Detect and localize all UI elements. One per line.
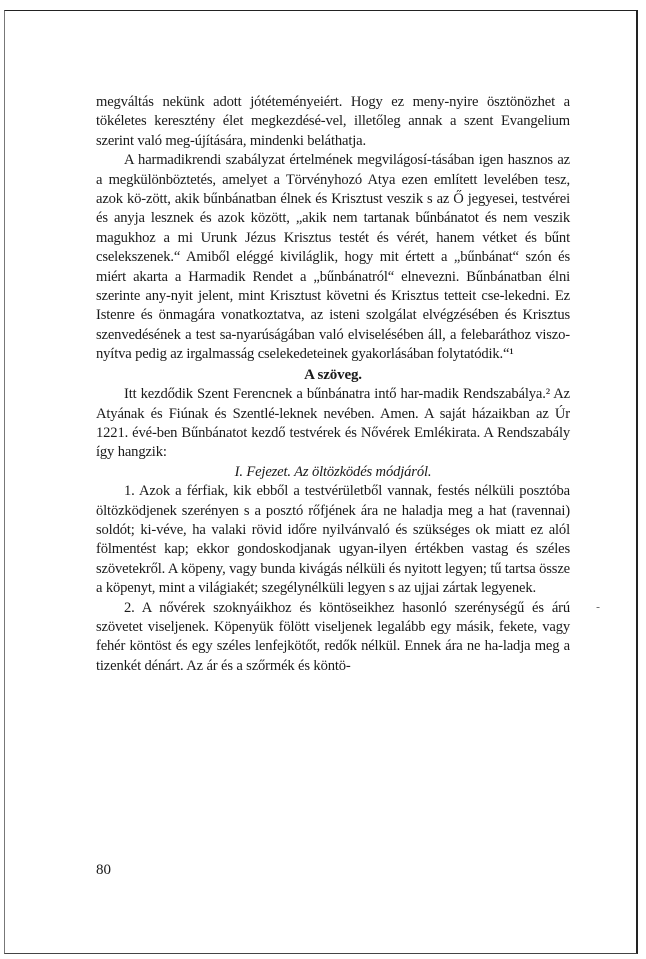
paragraph-continuation: megváltás nekünk adott jótéteményeiért. Hogy ez meny-nyire ösztönözhet a tökéletes keresztény élet megkezdésé-vel, illetőleg annak a szent Evangelium szerint való meg-újítására, mindenki beláthatja. [96, 94, 570, 149]
paragraph-third-order-rule: A harmadikrendi szabályzat értelmének megvilágosí-tásában igen hasznos az a megkülönböztetés, amelyet a Törvényhozó Atya ezen említett levelében tesz, azok kö-zött, akik bűnbánatban élnek és Krisztust veszik s az Ő jegyesei, testvérei és anyja lesznek és azok között, „akik nem tartanak bűnbánatot és nem veszik magukhoz a mi Urunk Jézus Krisztus testét és vérét, hanem vétket és bűnt cselekszenek.“ Amiből eléggé kiviláglik, hogy mit értett a „bűnbánat“ szón és miért akarta a Harmadik Rendet a „bűnbánatról“ elnevezni. Bűnbánatban élni szerinte any-nyit jelent, mint Krisztust követni és Krisztus tetteit cse-lekedni. Ez Istenre és önmagára vonatkoztatva, az isteni szolgálat elvégzésében és Krisztus szenvedésének a test sa-nyarúságában való elviselésében áll, a felebaráthoz viszo-nyítva pedig az irgalmasság cselekedeteinek gyakorlásában folytatódik.“¹ [96, 152, 570, 363]
section-heading: A szöveg. [304, 366, 362, 383]
paragraph-section-1: 1. Azok a férfiak, kik ebből a testvérületből vannak, festés nélküli posztóba öltözködjenek szerényen s a posztó rőfjének ára ne haladja meg a hat (ravennai) soldót; ki-véve, ha valaki rövid időre nyilvánvaló és szükséges ok miatt ez alól fölmentést kap; ekkor gondoskodjanak ugyan-ilyen értékben vastag és széles szövetekről. A köpeny, vagy bunda kivágás nélküli és nyitott legyen; tű tartsa össze a köpenyt, mint a világiakét; szegélynélküli legyen s az ujjai zártak legyenek. [96, 483, 570, 597]
paragraph-section-2: 2. A nővérek szoknyáikhoz és köntöseikhez hasonló szerénységű és árú szövetet viseljenek. Köpenyük fölött viseljenek legalább egy másik, fekete, vagy fehér köntöst és egy széles lenfejkötőt, redők nélkül. Ennek ára ne ha-ladja meg a tizenkét dénárt. Az ár és a szőrmék és köntö- [96, 599, 570, 674]
document-body [96, 93, 570, 676]
chapter-title: I. Fejezet. Az öltözködés módjáról. [234, 463, 432, 480]
margin-mark: - [596, 600, 601, 614]
page-number: 80 [96, 862, 111, 878]
paragraph-rule-intro: Itt kezdődik Szent Ferencnek a bűnbánatra intő har-madik Rendszabálya.² Az Atyának és Fiúnak és Szentlé-leknek nevében. Amen. A saját házaikban az Úr 1221. évé-ben Bűnbánatot kezdő testvérek és Nővérek Emlékirata. A Rendszabály így hangzik: [96, 386, 570, 461]
